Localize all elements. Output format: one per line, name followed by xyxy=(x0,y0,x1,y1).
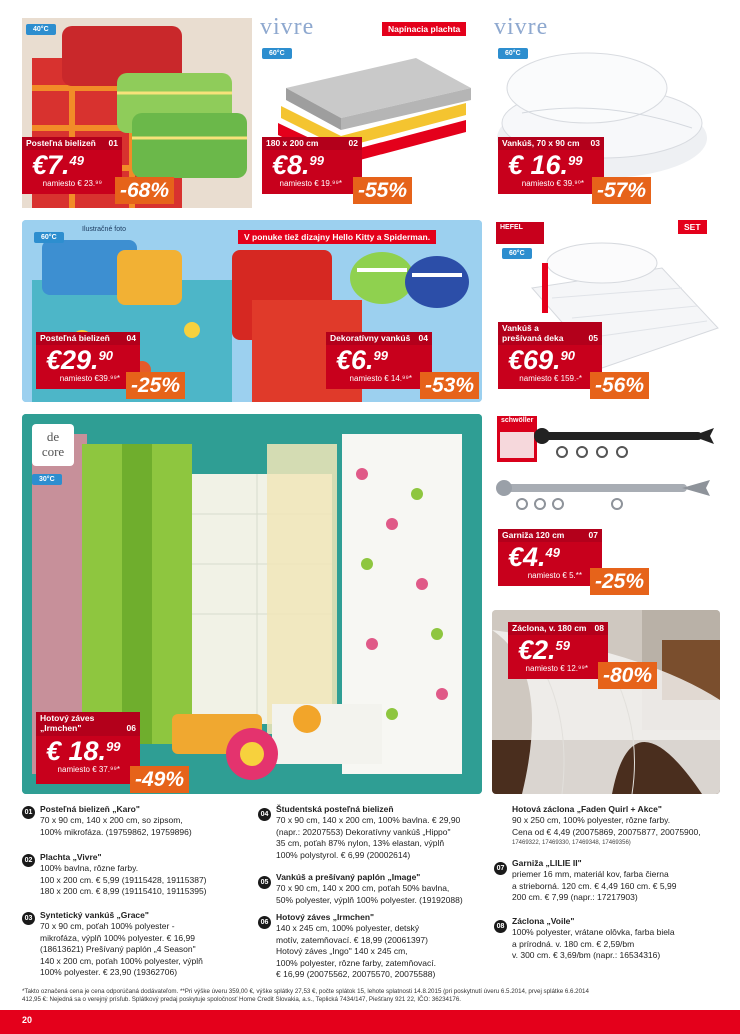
item-number-badge: 02 xyxy=(22,854,35,867)
product-07-number: 07 xyxy=(588,530,598,540)
product-02-price-box xyxy=(262,150,362,194)
hefel-logo: HEFEL xyxy=(496,222,544,244)
vivre-logo: vivre xyxy=(260,18,315,40)
product-03-discount: -57% xyxy=(592,177,651,204)
footnote xyxy=(22,988,722,1004)
product-01-caption xyxy=(22,137,122,151)
product-08-discount: -80% xyxy=(598,662,657,689)
desc-title: Vankúš a prešívaný paplón „Image" xyxy=(276,872,421,882)
desc-line: 100% bavlna, rôzne farby. xyxy=(40,863,139,874)
product-04b-price-box xyxy=(326,345,432,389)
desc-line: 140 x 245 cm, 100% polyester, detský xyxy=(276,923,420,934)
product-06-number: 06 xyxy=(126,722,136,733)
item-number-badge: 06 xyxy=(258,916,271,929)
item-number-badge: 04 xyxy=(258,808,271,821)
desc-line: (napr.: 20207553) Dekoratívny vankúš „Hippo" xyxy=(276,826,451,837)
product-04-price: €29.90 xyxy=(46,345,114,375)
desc-line: 50% polyester, výplň 100% polyester. (19192088) xyxy=(276,894,463,905)
desc-line: v. 300 cm. € 3,69/bm (napr.: 16534316) xyxy=(512,950,661,961)
desc-title: Garniža „LILIE II" xyxy=(512,858,582,868)
product-05-name-line2: prešívaná deka xyxy=(502,332,564,343)
product-02-tag: Napínacia plachta xyxy=(382,22,466,36)
product-04-number: 04 xyxy=(126,333,136,343)
product-03-caption xyxy=(498,137,604,151)
item-number-badge: 03 xyxy=(22,912,35,925)
desc-line: 140 x 200 cm, poťah 100% polyester, výplň xyxy=(40,955,203,966)
product-01-price: €7.49 xyxy=(32,150,85,180)
product-02-name: 180 x 200 cm xyxy=(266,138,319,148)
product-04-banner: V ponuke tiež dizajny Hello Kitty a Spiderman. xyxy=(238,230,436,244)
page-footer-bar xyxy=(0,1010,740,1034)
product-04-name: Posteľná bielizeň xyxy=(40,333,110,343)
product-01-price-box xyxy=(22,150,122,194)
product-06-discount: -49% xyxy=(130,766,189,793)
illustration-note: Ilustračné foto xyxy=(82,226,126,233)
decore-logo: de core xyxy=(32,424,74,466)
product-07-price-box xyxy=(498,542,602,586)
product-01-number: 01 xyxy=(108,138,118,148)
page-number: 20 xyxy=(22,1015,33,1025)
item-number-badge: 05 xyxy=(258,876,271,889)
temperature-badge: 60°C xyxy=(498,48,528,59)
product-06-price-box xyxy=(36,736,140,784)
desc-line: 35 cm, poťah 87% nylon, 13% elastan, výplň xyxy=(276,838,445,849)
set-tag: SET xyxy=(678,220,707,234)
product-04-old-price: namiesto €39.⁹⁹* xyxy=(59,374,120,383)
product-08-name: Záclona, v. 180 cm xyxy=(512,623,587,633)
desc-line: 100% polyester, rôzne farby, zatemňovací. xyxy=(276,957,437,968)
desc-line: motív, zatemňovací. € 18,99 (20061397) xyxy=(276,934,428,945)
product-05-price-box xyxy=(498,345,602,389)
desc-title: Záclona „Voile" xyxy=(512,916,575,926)
desc-line: mikrofáza, výplň 100% polyester. € 16,99 xyxy=(40,932,195,943)
desc-line: 70 x 90 cm, 140 x 200 cm, poťah 50% bavlna, xyxy=(276,883,450,894)
product-01-old-price: namiesto € 23.⁹⁹ xyxy=(42,179,102,188)
desc-line: 90 x 250 cm, 100% polyester, rôzne farby. xyxy=(512,815,671,826)
product-05-number: 05 xyxy=(588,332,598,343)
schwoller-logo: schwöller xyxy=(498,416,536,425)
temperature-badge: 40°C xyxy=(26,24,56,35)
product-08-caption xyxy=(508,622,608,636)
product-04b-price: €6.99 xyxy=(336,345,389,375)
product-05-name-line1: Vankúš a xyxy=(502,323,539,333)
desc-title: Syntetický vankúš „Grace" xyxy=(40,910,149,920)
desc-line: 17469322, 17469330, 17469348, 17469356) xyxy=(512,840,631,847)
product-05-price: €69.90 xyxy=(508,345,576,375)
product-07-discount: -25% xyxy=(590,568,649,595)
product-05-discount: -56% xyxy=(590,372,649,399)
desc-line: priemer 16 mm, materiál kov, farba čierna xyxy=(512,869,669,880)
product-06-price: € 18.99 xyxy=(46,736,121,766)
item-number-badge: 01 xyxy=(22,806,35,819)
desc-line: 180 x 200 cm. € 8,99 (19115410, 19115395) xyxy=(40,886,207,897)
footnote-line-2: 412,95 €: Nejedná sa o verejný prísľub. Splátkový predaj poskytuje spoločnosť Home Credit Slovakia, a.s., Teplická 7434/147, Piešťany 921 22, IČO: 36234176. xyxy=(22,996,462,1003)
product-01-discount: -68% xyxy=(115,177,174,204)
product-04b-old-price: namiesto € 14.⁹⁹* xyxy=(349,374,412,383)
desc-line: 200 cm. € 7,99 (napr.: 17217903) xyxy=(512,892,638,903)
desc-line: 70 x 90 cm, 140 x 200 cm, so zipsom, xyxy=(40,815,183,826)
product-04b-caption xyxy=(326,332,432,346)
desc-line: € 16,99 (20075562, 20075570, 20075588) xyxy=(276,969,436,980)
product-05-caption xyxy=(498,322,602,346)
desc-title: Hotový záves „Irmchen" xyxy=(276,912,375,922)
vivre-logo: vivre xyxy=(494,18,549,40)
item-number-badge: 08 xyxy=(494,920,507,933)
desc-line: 100 x 200 cm. € 5,99 (19115428, 19115387) xyxy=(40,874,207,885)
product-06-caption xyxy=(36,712,140,736)
footnote-line-1: *Takto označená cena je cena odporúčaná dodávateľom. **Pri výške úveru 359,00 €, výške splátky 27,53 €, počte splátok 15, lehote splatnosti 14.8.2015 (pri poskytnutí úveru 6.5.2014, prvej splátke 6.6.2014 xyxy=(22,988,589,995)
desc-title: Študentská posteľná bielizeň xyxy=(276,804,394,814)
product-07-caption xyxy=(498,529,602,543)
product-03-price: € 16.99 xyxy=(508,150,583,180)
product-03-price-box xyxy=(498,150,604,194)
product-02-old-price: namiesto € 19.⁹⁹* xyxy=(279,179,342,188)
desc-title: Plachta „Vivre" xyxy=(40,852,102,862)
product-03-number: 03 xyxy=(590,138,600,148)
product-08-price-box xyxy=(508,635,608,679)
desc-line: 100% polyester, vrátane olôvka, farba biela xyxy=(512,927,675,938)
temperature-badge: 60°C xyxy=(34,232,64,243)
desc-line: 100% mikrofáza. (19759862, 19759896) xyxy=(40,826,192,837)
temperature-badge: 60°C xyxy=(262,48,292,59)
product-02-price: €8.99 xyxy=(272,150,325,180)
product-08-price: €2.59 xyxy=(518,635,571,665)
product-04-discount: -25% xyxy=(126,372,185,399)
product-02-number: 02 xyxy=(348,138,358,148)
desc-line: 100% polystyrol. € 6,99 (20002614) xyxy=(276,849,411,860)
product-04-caption xyxy=(36,332,140,346)
item-number-badge: 07 xyxy=(494,862,507,875)
desc-line: a strieborná. 120 cm. € 4,49 160 cm. € 5,99 xyxy=(512,880,677,891)
desc-line: Hotový záves „Ingo" 140 x 245 cm, xyxy=(276,946,408,957)
product-03-old-price: namiesto € 39.⁹⁰* xyxy=(521,179,584,188)
desc-title: Hotová záclona „Faden Quirl + Akce" xyxy=(512,804,662,814)
product-06-name-line1: Hotový záves xyxy=(40,713,95,723)
product-08-number: 08 xyxy=(594,623,604,633)
product-08-old-price: namiesto € 12.⁹⁹* xyxy=(525,664,588,673)
product-06-name-line2: „Irmchen" xyxy=(40,722,82,733)
product-04-price-box xyxy=(36,345,140,389)
temperature-badge: 60°C xyxy=(502,248,532,259)
product-05-old-price: namiesto € 159.-* xyxy=(519,374,582,383)
product-02-discount: -55% xyxy=(353,177,412,204)
product-04b-discount: -53% xyxy=(420,372,479,399)
temperature-badge: 30°C xyxy=(32,474,62,485)
desc-line: 70 x 90 cm, poťah 100% polyester - xyxy=(40,921,175,932)
desc-line: 70 x 90 cm, 140 x 200 cm, 100% bavlna. € 29,90 xyxy=(276,815,461,826)
product-03-name: Vankúš, 70 x 90 cm xyxy=(502,138,580,148)
product-06-old-price: namiesto € 37.⁹⁹* xyxy=(57,765,120,774)
desc-line: (18613621) Prešívaný paplón „4 Season" xyxy=(40,944,196,955)
desc-line: Cena od € 4,49 (20075869, 20075877, 20075900, xyxy=(512,826,701,837)
product-07-price: €4.49 xyxy=(508,542,561,572)
product-07-old-price: namiesto € 5.** xyxy=(527,571,582,580)
product-01-name: Posteľná bielizeň xyxy=(26,138,96,148)
product-04b-number: 04 xyxy=(418,333,428,343)
desc-title: Posteľná bielizeň „Karo" xyxy=(40,804,140,814)
product-07-name: Garniža 120 cm xyxy=(502,530,565,540)
product-04b-name: Dekoratívny vankúš xyxy=(330,333,411,343)
desc-line: a prírodná. v. 180 cm. € 2,59/bm xyxy=(512,938,635,949)
product-02-caption xyxy=(262,137,362,151)
desc-line: 100% polyester. € 23,90 (19362706) xyxy=(40,967,178,978)
